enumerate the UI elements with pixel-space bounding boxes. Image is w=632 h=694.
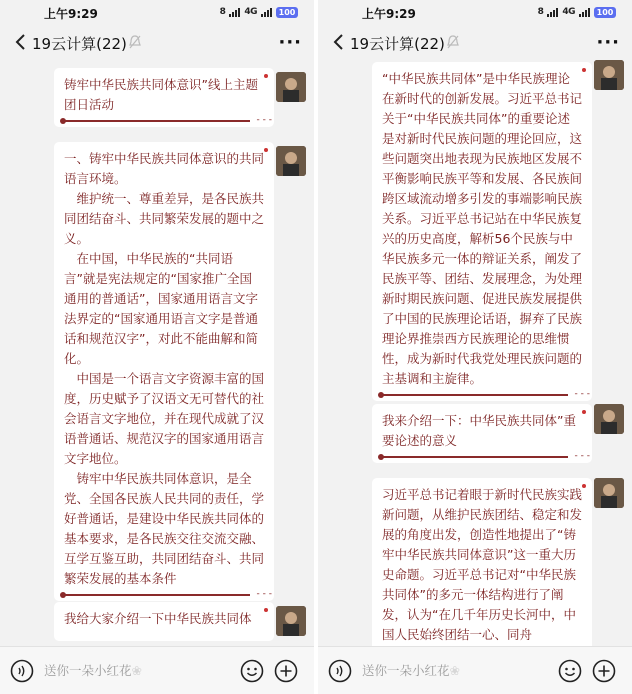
network-label: 4G — [244, 7, 257, 17]
signal-icon — [547, 7, 558, 17]
battery-icon: 100 — [276, 7, 298, 18]
more-icon[interactable]: ··· — [596, 32, 620, 53]
unread-dot — [264, 148, 268, 152]
avatar[interactable] — [594, 478, 624, 508]
status-time: 上午9:29 — [44, 7, 98, 21]
bubble-divider — [64, 594, 250, 596]
message-text: 我来介绍一下：中华民族共同体”重要论述的意义 — [382, 413, 576, 448]
voice-icon[interactable] — [10, 659, 34, 683]
input-placeholder: 送你一朵小红花 — [44, 663, 132, 678]
network-label: 4G — [562, 7, 575, 17]
avatar[interactable] — [594, 60, 624, 90]
chat-screen-left — [0, 0, 314, 694]
input-bar — [318, 646, 632, 694]
chat-screen-right — [318, 0, 632, 694]
signal-icon — [579, 7, 590, 17]
unread-dot — [582, 410, 586, 414]
chat-header — [318, 24, 632, 60]
signal-label: 8 — [219, 7, 226, 17]
message-bubble — [372, 404, 592, 463]
message-text: 我给大家介绍一下中华民族共同体 — [64, 611, 252, 626]
status-icons — [538, 5, 616, 19]
bubble-divider — [382, 394, 568, 396]
avatar[interactable] — [276, 146, 306, 176]
input-placeholder: 送你一朵小红花 — [362, 663, 450, 678]
message-text: 铸牢中华民族共同体意识”线上主题团日活动 — [64, 77, 258, 112]
mute-icon — [128, 34, 142, 50]
emoji-icon[interactable] — [558, 659, 582, 683]
message-list — [0, 60, 314, 646]
flower-icon: ❀ — [449, 663, 460, 678]
status-bar — [0, 0, 314, 24]
chat-title: 19云计算(22) — [350, 35, 445, 53]
message-bubble — [372, 62, 592, 401]
message-bubble — [54, 142, 274, 601]
message-bubble — [54, 602, 274, 641]
message-text: 一、铸牢中华民族共同体意识的共同语言环境。 维护统一、尊重差异，是各民族共同团结奋斗、共同繁荣发展的题中之义。 在中国，中华民族的“共同语言”就是宪法规定的“国家推广全国通用的普通话”，国家通用语言文字法界定的“国家通用语言文字是普通话和规范汉字”，对此不能曲解和简化。 中国是一个语言文字资源丰富的国度，历史赋予了汉语文无可替代的社会语言文字地位，并在现代成就了汉语普通话、规范汉字的国家通用语言文字地位。 铸牢中华民族共同体意识，是全党、全国各民族人民共同的责任，学好普通话，是建设中华民族共同体的基本要求，是各民族交往交流交融、互学互鉴互助，共同团结奋斗、共同繁荣发展的基本条件 — [64, 151, 265, 586]
bubble-divider — [382, 456, 568, 458]
signal-label: 8 — [537, 7, 544, 17]
message-text: 习近平总书记着眼于新时代民族实践新问题，从维护民族团结、稳定和发展的角度出发，创造性地提出了“铸牢中华民族共同体意识”这一重大历史命题。习近平总书记对“中华民族共同体”的多元一体结构进行了阐发，认为“在几千年历史长河中，中国人民始终团结一心、同舟 — [382, 487, 583, 642]
unread-dot — [264, 74, 268, 78]
message-bubble — [54, 68, 274, 127]
avatar[interactable] — [594, 404, 624, 434]
unread-dot — [264, 608, 268, 612]
flower-icon: ❀ — [131, 663, 142, 678]
message-list — [318, 60, 632, 646]
message-bubble — [372, 478, 592, 646]
plus-icon[interactable] — [274, 659, 298, 683]
emoji-icon[interactable] — [240, 659, 264, 683]
chat-title: 19云计算(22) — [32, 35, 127, 53]
plus-icon[interactable] — [592, 659, 616, 683]
signal-icon — [229, 7, 240, 17]
status-bar — [318, 0, 632, 24]
avatar[interactable] — [276, 606, 306, 636]
message-text: “中华民族共同体”是中华民族理论在新时代的创新发展。习近平总书记关于“中华民族共同体”的重要论述是对新时代民族问题的理论回应，这些问题突出地表现为民族地区发展不平衡影响民族平等和发展、各民族间跨区域流动增多引发的事端影响民族关系。习近平总书记站在中华民族复兴的历史高度，解析56个民族与中华民族多元一体的辩证关系，阐发了民族平等、团结、发展理念，为处理新时期民族问题、促进民族发展提供了中国的民族理论话语，摒弃了民族理论界推崇西方民族理论的思维惯性，成为新时代我党处理民族问题的主基调和主旋律。 — [382, 71, 583, 386]
status-time: 上午9:29 — [362, 7, 416, 21]
signal-icon — [261, 7, 272, 17]
input-bar — [0, 646, 314, 694]
unread-dot — [582, 68, 586, 72]
bubble-divider — [64, 120, 250, 122]
avatar[interactable] — [276, 72, 306, 102]
voice-icon[interactable] — [328, 659, 352, 683]
more-icon[interactable]: ··· — [278, 32, 302, 53]
battery-icon: 100 — [594, 7, 616, 18]
message-input[interactable] — [360, 656, 546, 686]
chat-header — [0, 24, 314, 60]
message-input[interactable] — [42, 656, 228, 686]
unread-dot — [582, 484, 586, 488]
back-icon[interactable] — [10, 30, 32, 54]
mute-icon — [446, 34, 460, 50]
status-icons — [220, 5, 298, 19]
back-icon[interactable] — [328, 30, 350, 54]
